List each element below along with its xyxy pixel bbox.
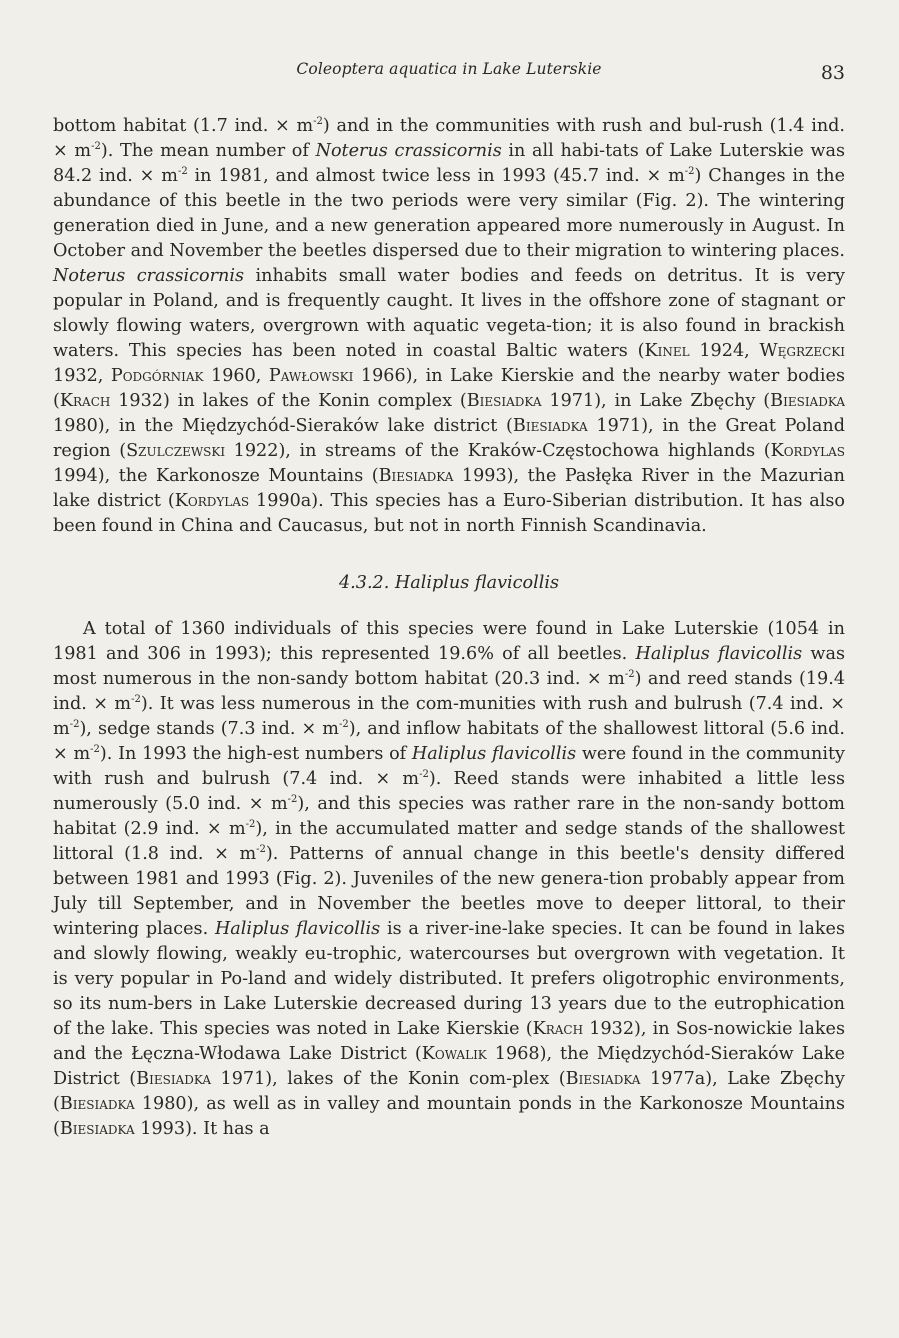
page [53, 60, 845, 1142]
species-name: Haliplus flavicollis [635, 644, 803, 664]
page-header [53, 60, 845, 96]
citation-author: Krach [532, 1019, 584, 1039]
page-number: 83 [820, 62, 845, 84]
citation-author: Kinel [644, 341, 690, 361]
running-title: Coleoptera aquatica in Lake Luterskie [296, 60, 602, 78]
section-heading: 4.3.2. Haliplus flavicollis [338, 573, 560, 593]
species-name: Noterus crassicornis [315, 141, 502, 161]
paragraph-haliplus: A total of 1360 individuals of this species were found in Lake Luterskie (1054 in 1981 and 306 in 1993); this represented 19.6% of all beetles. Haliplus flavicollis was most numerous in the non-sandy bottom habitat (20.3 ind. × $m^{-2}$) and reed stands (19.4 ind. × $m^{-2}$). It was less numerous in the com-munities with rush and bulrush (7.4 ind. × $m^{-2}$), sedge stands (7.3 ind. × $m^{-2}$), and inflow habitats of the shallowest littoral (5.6 ind. × $m^{-2}$). In 1993 the high-est numbers of Haliplus flavicollis were found in the community with rush and bulrush (7.4 ind. × $m^{-2}$). Reed stands were inhabited a little less numerously (5.0 ind. × $m^{-2}$), and this species was rather rare in the non-sandy bottom habitat (2.9 ind. × $m^{-2}$), in the accumulated matter and sedge stands of the shallowest littoral (1.8 ind. × $m^{-2}$). Patterns of annual change in this beetle's density differed between 1981 and 1993 (Fig. 2). Juveniles of the new genera-tion probably appear from July till September, and in November the beetles move to deeper littoral, to their wintering places. Haliplus flavicollis is a river-ine-lake species. It can be found in lakes and slowly flowing, weakly eu-trophic, watercourses but overgrown with vegetation. It is very popular in Po-land and widely distributed. It prefers oligotrophic environments, so its num-bers in Lake Luterskie decreased during 13 years due to the eutrophication of the lake. This species was noted in Lake Kierskie (Krach 1932), in Sos-nowickie lakes and the Łęczna-Włodawa Lake District (Kowalik 1968), the Międzychód-Sieraków Lake District (Biesiadka 1971), lakes of the Konin com-plex (Biesiadka 1977a), Lake Zbęchy (Biesiadka 1980), as well as in valley and mountain ponds in the Karkonosze Mountains (Biesiadka 1993). It has a [53, 619, 846, 1139]
paragraph-noterus-continued: bottom habitat (1.7 ind. × $m^{-2}$) and in the communities with rush and bul-rush (1.4 ind. × $m^{-2}$). The mean number of Noterus crassicornis in all habi-tats of Lake Luterskie was 84.2 ind. × $m^{-2}$ in 1981, and almost twice less in 1993 (45.7 ind. × $m^{-2}$) Changes in the abundance of this beetle in the two periods were very similar (Fig. 2). The wintering generation died in June, and a new generation appeared more numerously in August. In October and November the beetles dispersed due to their migration to wintering places. Noterus crassicornis inhabits small water bodies and feeds on detritus. It is very popular in Poland, and is frequently caught. It lives in the offshore zone of stagnant or slowly flowing waters, overgrown with aquatic vegeta-tion; it is also found in brackish waters. This species has been noted in coastal Baltic waters (Kinel 1924, Węgrzecki 1932, Podgórniak 1960, Pawłowski 1966), in Lake Kierskie and the nearby water bodies (Krach 1932) in lakes of the Konin complex (Biesiadka 1971), in Lake Zbęchy (Biesiadka 1980), in the Międzychód-Sieraków lake district (Biesiadka 1971), in the Great Poland region (Szulczewski 1922), in streams of the Kraków-Częstochowa highlands (Kordylas 1994), the Karkonosze Mountains (Biesiadka 1993), the Pasłęka River in the Mazurian lake district (Kordylas 1990a). This species has a Euro-Siberian distribution. It has also been found in China and Caucasus, but not in north Finnish Scandinavia. [53, 116, 846, 536]
